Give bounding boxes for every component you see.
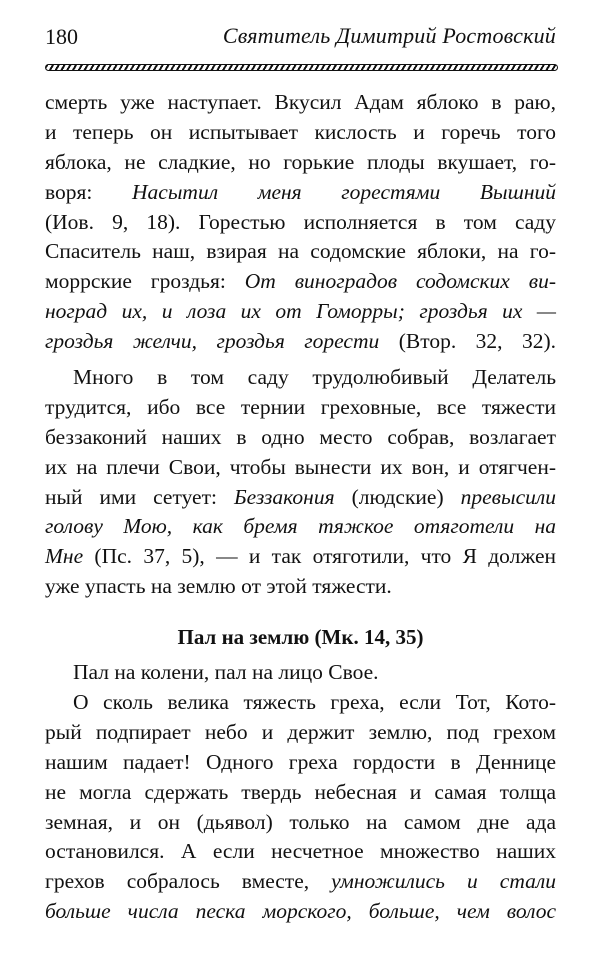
text-span: уже упасть на землю от этой тяжести. xyxy=(45,574,392,599)
text-span: (Пс. 37, 5), — и так отяготили, что Я должен xyxy=(83,544,556,569)
text-line xyxy=(45,423,556,453)
text-line xyxy=(45,208,556,238)
text-span: яблока, не сладкие, но горькие плоды вкушает, го- xyxy=(45,149,556,174)
text-span: Спаситель наш, взирая на содомские яблоки, на го- xyxy=(45,239,556,264)
text-span: нашим падает! Одного греха гордости в Деннице xyxy=(45,749,556,774)
text-line xyxy=(45,237,556,267)
text-line xyxy=(45,808,556,838)
text-span: и теперь он испытывает кислость и горечь того xyxy=(45,119,556,144)
text-span: смерть уже наступает. Вкусил Адам яблоко в раю, xyxy=(45,90,556,114)
italic-quote: голову Мою, как бремя тяжкое отяготели на xyxy=(45,514,556,539)
text-line xyxy=(45,178,556,208)
text-line xyxy=(45,148,556,178)
italic-quote: От виноградов содомских ви- xyxy=(244,269,556,294)
text-span: (Втор. 32, 32). xyxy=(379,329,556,354)
paragraph xyxy=(45,363,556,602)
text-line xyxy=(45,867,556,897)
page-header xyxy=(45,20,556,54)
italic-quote: гроздья желчи, гроздья горести xyxy=(45,329,380,354)
text-line xyxy=(45,542,556,572)
paragraph xyxy=(45,688,556,927)
text-span: Много в том саду трудолюбивый Делатель xyxy=(73,365,556,390)
text-line xyxy=(45,572,556,602)
text-line xyxy=(45,267,556,297)
text-span: остановился. А если несчетное множество наших xyxy=(45,839,556,864)
italic-quote: превысили xyxy=(460,484,556,509)
text-line xyxy=(45,512,556,542)
text-line xyxy=(45,453,556,483)
paragraph xyxy=(45,88,556,357)
text-line xyxy=(45,718,556,748)
text-span: не могла сдержать твердь небесная и самая толща xyxy=(45,779,556,804)
text-span: (Иов. 9, 18). Горестью исполняется в том саду xyxy=(45,209,556,234)
text-line xyxy=(45,748,556,778)
page-body xyxy=(45,88,556,927)
paragraph xyxy=(45,658,556,688)
text-span: моррские гроздья: xyxy=(45,269,245,294)
section-heading: Пал на землю (Мк. 14, 35) xyxy=(177,625,424,650)
text-line xyxy=(45,327,556,357)
text-span: (людские) xyxy=(334,484,461,509)
text-line xyxy=(45,118,556,148)
text-line xyxy=(45,688,556,718)
text-line xyxy=(45,837,556,867)
italic-quote: Беззакония xyxy=(234,484,335,509)
text-line xyxy=(45,658,556,688)
text-span: грехов собралось вместе, xyxy=(45,869,332,894)
text-line xyxy=(45,297,556,327)
text-line xyxy=(45,393,556,423)
text-span: их на плечи Свои, чтобы вынести их вон, и отягчен- xyxy=(45,454,556,479)
text-span: рый подпирает небо и держит землю, под грехом xyxy=(45,719,556,744)
italic-quote: умножились и стали xyxy=(331,869,556,894)
text-span: земная, и он (дьявол) только на самом дне ада xyxy=(45,809,556,834)
page-number: 180 xyxy=(45,24,78,49)
italic-quote: ноград их, и лоза их от Гоморры; гроздья их — xyxy=(45,299,556,324)
text-line xyxy=(45,88,556,118)
text-line xyxy=(45,897,556,927)
text-span: ный ими сетует: xyxy=(45,484,234,509)
italic-quote: больше числа песка морского, больше, чем волос xyxy=(45,899,556,924)
text-span: беззаконий наших в одно место собрав, возлагает xyxy=(45,424,556,449)
text-line xyxy=(45,363,556,393)
italic-quote: Мне xyxy=(45,544,84,569)
text-span: трудится, ибо все тернии греховные, все тяжести xyxy=(45,394,556,419)
text-span: воря: xyxy=(45,179,133,204)
text-span: О сколь велика тяжесть греха, если Тот, Кото- xyxy=(73,690,556,715)
rope-divider xyxy=(45,64,558,71)
text-span: Пал на колени, пал на лицо Свое. xyxy=(73,660,379,685)
text-line xyxy=(45,778,556,808)
italic-quote: Насытил меня горестями Вышний xyxy=(132,179,556,204)
text-line xyxy=(45,483,556,513)
running-title: Святитель Димитрий Ростовский xyxy=(222,23,556,48)
